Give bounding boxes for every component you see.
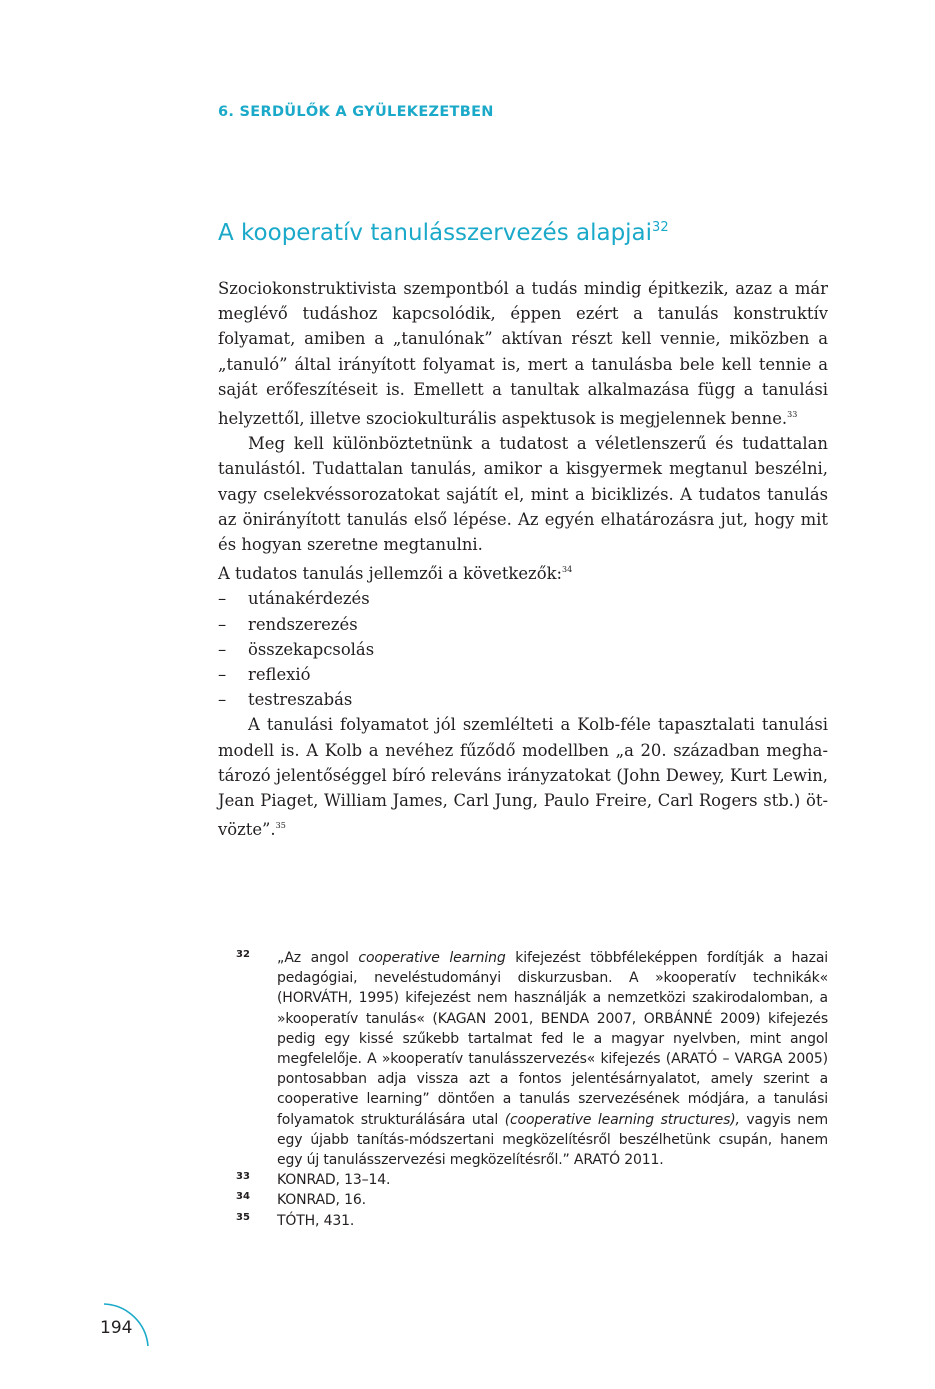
paragraph-4 — [218, 712, 828, 842]
paragraph-3-text: A tudatos tanulás jellemzői a következők: — [218, 564, 563, 584]
list-item — [218, 662, 828, 687]
footnote-text-part: kifejezést többféleképpen fordítják a hazai pedagógiai, neveléstudományi diskurzusban. A »kooperatív technikák« (HORVÁTH, 1995) kifejezést nem használják a nemzetközi szakirodalomban, a »kooperatív tanulás« (KAGAN 2001, BENDA 2007, ORBÁNNÉ 2009) kifejezés pedig egy kissé szűkebb tartalmat fed le a magyar nyelvben, mint angol megfelelője. A »kooperatív tanulásszervezés« kifejezés (ARATÓ – VARGA 2005) pontosabban adja vissza azt a fontos jelentésárnyalatot, amely szerint a cooperative learning” döntően a tanulás szervezésének módjára, a tanulási folyamatok strukturálására utal — [277, 950, 828, 1128]
footnotes — [236, 948, 828, 1231]
footnote-emphasis: (cooperative learning structures), — [504, 1111, 740, 1128]
paragraph-4-text: A tanulási folyamatot jól szemlélteti a Kolb-féle tapasztalati tanulási modell is. A Kolb a nevéhez fűződő modellben „a 20. században meghatározó jelentőséggel bíró releváns irányzatokat (John Dewey, Kurt Lewin, Jean Piaget, William James, Carl Jung, Paulo Freire, Carl Rogers stb.) ötvözte”. — [218, 715, 828, 840]
footnote-number: 35 — [236, 1211, 250, 1223]
dash-bullet: – — [218, 614, 227, 634]
dash-bullet: – — [218, 665, 227, 685]
paragraph-3 — [218, 557, 828, 586]
list-item-text: összekapcsolás — [248, 639, 375, 659]
list-item-text: utánakérdezés — [248, 589, 370, 609]
dash-bullet: – — [218, 690, 227, 710]
section-title-text: A kooperatív tanulásszervezés alapjai — [218, 220, 653, 246]
footnote-ref-34[interactable]: 34 — [562, 565, 573, 575]
footnote-text: TÓTH, 431. — [277, 1212, 355, 1229]
footnote-ref-33[interactable]: 33 — [787, 410, 798, 420]
paragraph-1-text: Szociokonstruktivista szempontból a tudás mindig épitkezik, azaz a már meglévő tudáshoz kapcsolódik, éppen ezért a tanulás konstruktív folyamat, amiben a „tanulónak” aktívan részt kell vennie, miközben a „tanuló” által irányított folyamat is, mert a tanulásba bele kell tennie a saját erőfeszítéseit is. Emellett a tanultak alkalmazása függ a tanulási helyzettől, illetve szociokulturális aspektusok is megjelennek benne. — [218, 279, 828, 429]
footnote-ref-32[interactable]: 32 — [652, 220, 669, 235]
footnote-35 — [236, 1211, 828, 1231]
list-item — [218, 637, 828, 662]
characteristics-list — [218, 586, 828, 712]
list-item-text: rendszerezés — [248, 614, 358, 634]
footnote-ref-35[interactable]: 35 — [275, 821, 286, 831]
body-text — [218, 276, 828, 842]
list-item-text: testreszabás — [248, 690, 353, 710]
footnote-number: 33 — [236, 1171, 250, 1183]
section-title — [218, 220, 669, 246]
footnote-text: KONRAD, 16. — [277, 1192, 366, 1209]
footnote-text — [277, 948, 828, 1170]
list-item-text: reflexió — [248, 665, 311, 685]
footnote-text-part: „Az angol — [277, 950, 359, 966]
footnote-text: KONRAD, 13–14. — [277, 1172, 391, 1189]
footnote-emphasis: cooperative learning — [358, 950, 506, 966]
footnote-number: 32 — [236, 949, 250, 960]
footnote-34 — [236, 1190, 828, 1210]
footnote-33 — [236, 1170, 828, 1190]
page-number: 194 — [100, 1318, 133, 1338]
footnote-text-part: vagyis nem egy újabb tanítás-módszertani megközelítésről beszélhetünk csupán, hanem egy új tanulásszervezési megközelítésről.” ARATÓ 2011. — [277, 1111, 828, 1169]
dash-bullet: – — [218, 589, 227, 609]
paragraph-2: Meg kell különböztetnünk a tudatost a véletlenszerű és tudattalan tanulástól. Tudattalan tanulás, amikor a kisgyermek megtanul beszélni, vagy cselekvéssorozatokat sajátít el, mint a biciklizés. A tudatos tanulás az önirányított tanulás első lépése. Az egyén elhatározásra jut, hogy mit és hogyan szeretne megtanulni. — [218, 434, 828, 555]
list-item — [218, 612, 828, 637]
list-item — [218, 586, 828, 611]
list-item — [218, 687, 828, 712]
dash-bullet: – — [218, 639, 227, 659]
footnote-32 — [236, 948, 828, 1170]
running-head: 6. SERDÜLŐK A GYÜLEKEZETBEN — [218, 104, 494, 120]
footnote-number: 34 — [236, 1191, 250, 1203]
paragraph-1 — [218, 276, 828, 431]
